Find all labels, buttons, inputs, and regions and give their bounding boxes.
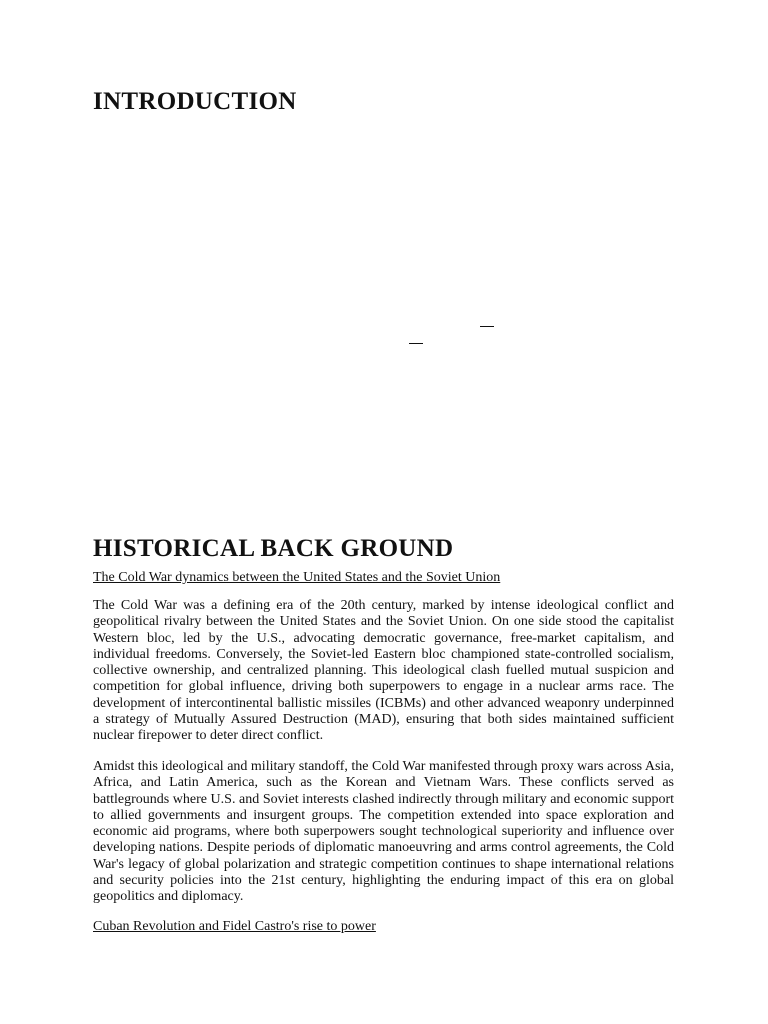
cold-war-paragraph-1: The Cold War was a defining era of the 20th century, marked by intense ideological conflict and geopolitical rivalry between the United States and the Soviet Union. On one side stood the capitalist Western bloc, led by the U.S., advocating democratic governance, free-market capitalism, and individual freedoms. Conversely, the Soviet-led Eastern bloc championed state-controlled socialism, collective ownership, and centralized planning. This ideological clash fuelled mutual suspicion and competition for global influence, driving both superpowers to engage in a nuclear arms race. The development of intercontinental ballistic missiles (ICBMs) and other advanced weaponry underpinned a strategy of Mutually Assured Destruction (MAD), ensuring that both sides maintained sufficient nuclear firepower to deter direct conflict. xyxy=(93,598,674,744)
introduction-heading: INTRODUCTION xyxy=(93,88,297,115)
stray-dash-mark xyxy=(480,326,494,327)
stray-dash-mark xyxy=(409,343,423,344)
historical-background-heading: HISTORICAL BACK GROUND xyxy=(93,535,454,562)
cuban-revolution-subheading: Cuban Revolution and Fidel Castro's rise to power xyxy=(93,919,376,934)
cold-war-dynamics-subheading: The Cold War dynamics between the United States and the Soviet Union xyxy=(93,570,501,585)
cold-war-paragraph-2: Amidst this ideological and military standoff, the Cold War manifested through proxy wars across Asia, Africa, and Latin America, such as the Korean and Vietnam Wars. These conflicts served as battlegrounds where U.S. and Soviet interests clashed indirectly through military and economic support to allied governments and insurgent groups. The competition extended into space exploration and economic aid programs, where both superpowers sought technological superiority and influence over developing nations. Despite periods of diplomatic manoeuvring and arms control agreements, the Cold War's legacy of global polarization and strategic competition continues to shape international relations and security policies into the 21st century, highlighting the enduring impact of this era on global geopolitics and diplomacy. xyxy=(93,759,674,905)
